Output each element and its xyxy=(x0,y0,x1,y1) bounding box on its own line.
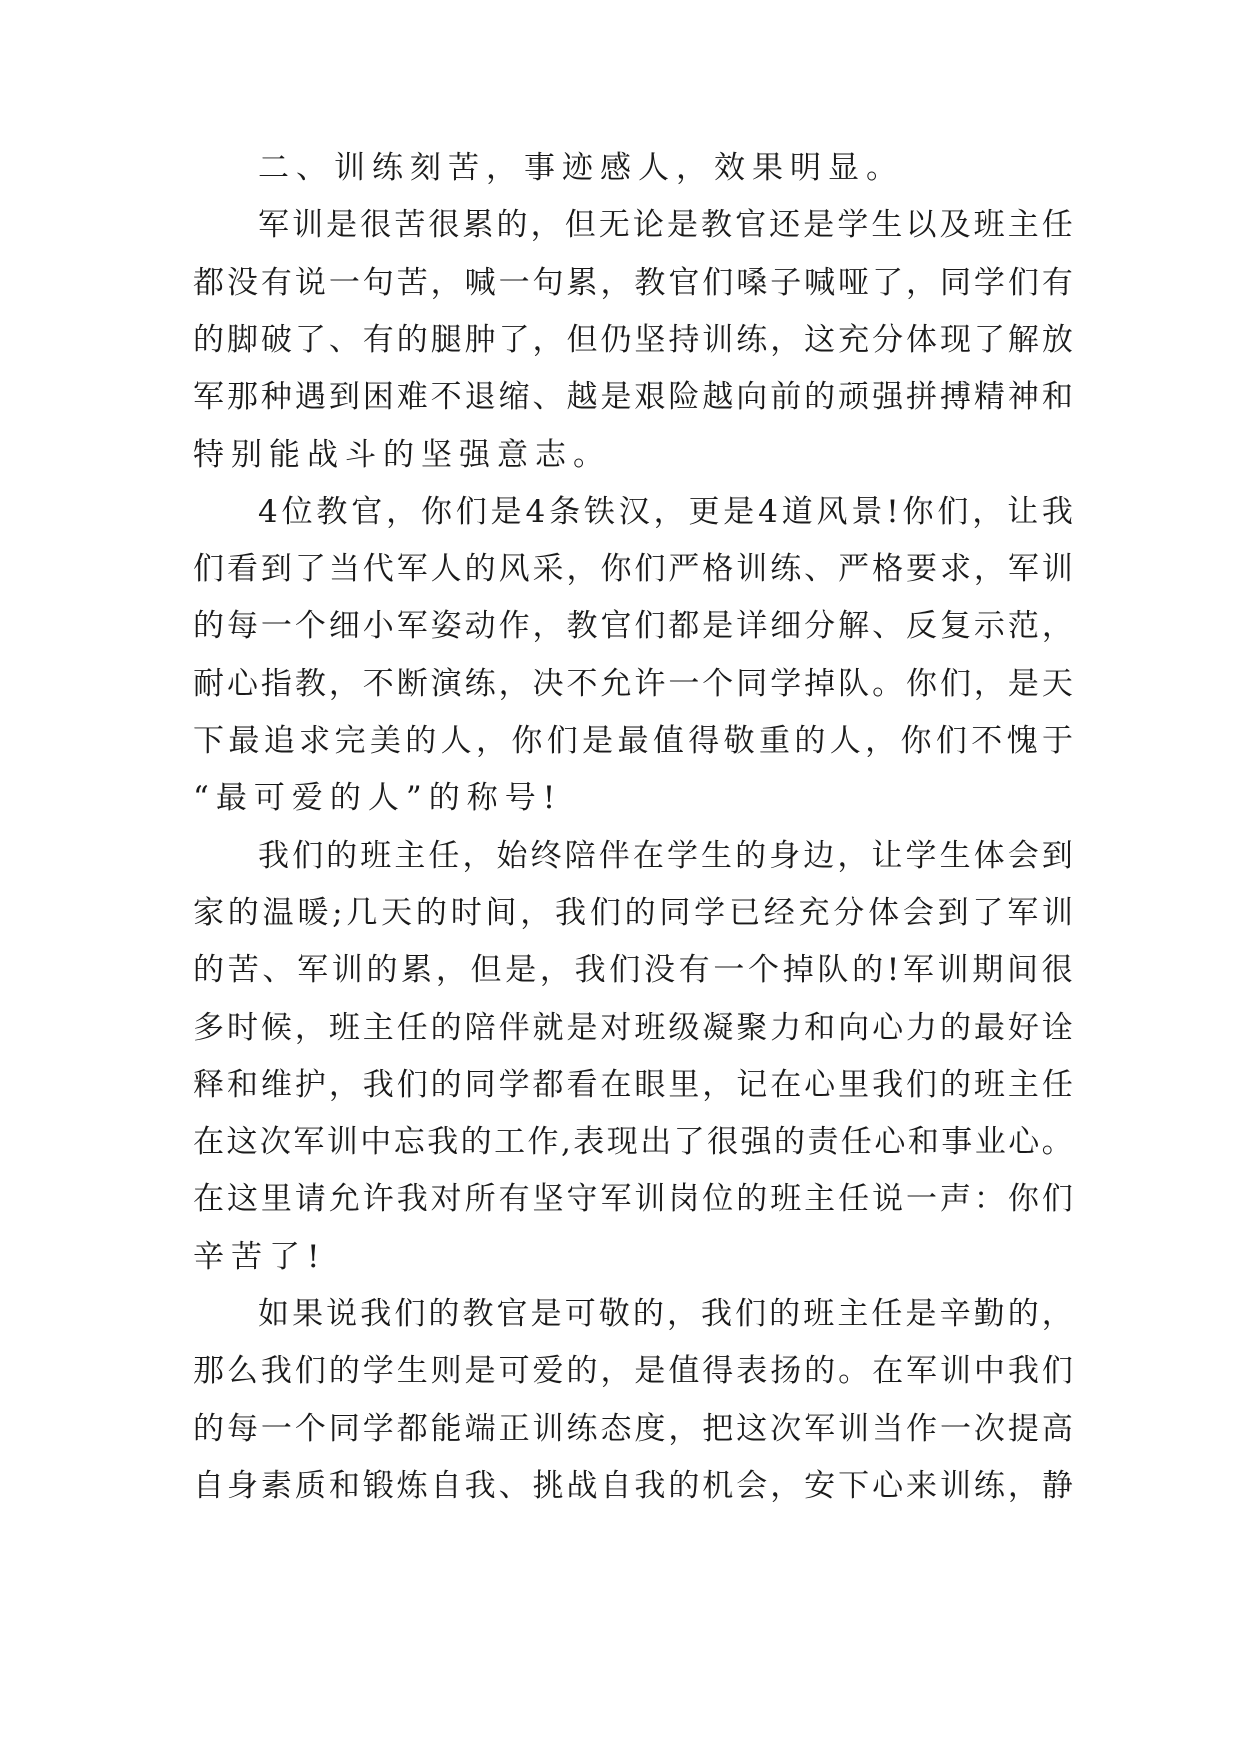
text-line: 多 时 候 ， 班 主 任 的 陪 伴 就 是 对 班 级 凝 聚 力 和 向 心 力 的 最 好 诠 xyxy=(193,1010,1073,1046)
text-line: 的 苦 、 军 训 的 累 ， 但 是 ， 我 们 没 有 一 个 掉 队 的 ! 军 训 期 间 很 xyxy=(193,952,1073,988)
text-line: 在 这 次 军 训 中 忘 我 的 工 作 , 表 现 出 了 很 强 的 责 任 心 和 事 业 心 。 xyxy=(193,1124,1073,1160)
text-line: 的 脚 破 了 、 有 的 腿 肿 了 ， 但 仍 坚 持 训 练 ， 这 充 分 体 现 了 解 放 xyxy=(193,322,1073,358)
text-line: 耐 心 指 教 ， 不 断 演 练 ， 决 不 允 许 一 个 同 学 掉 队 。 你 们 ， 是 天 xyxy=(193,666,1073,702)
text-line: 辛 苦 了 ! xyxy=(193,1239,327,1275)
text-line: 那 么 我 们 的 学 生 则 是 可 爱 的 ， 是 值 得 表 扬 的 。 在 军 训 中 我 们 xyxy=(193,1353,1073,1389)
text-line: 二 、 训 练 刻 苦 ， 事 迹 感 人 ， 效 果 明 显 。 xyxy=(258,150,904,186)
text-line: 释 和 维 护 ， 我 们 的 同 学 都 看 在 眼 里 ， 记 在 心 里 我 们 的 班 主 任 xyxy=(193,1067,1073,1103)
text-line: “ 最 可 爱 的 人 ” 的 称 号 ! xyxy=(193,780,563,816)
text-line: 下 最 追 求 完 美 的 人 ， 你 们 是 最 值 得 敬 重 的 人 ， 你 们 不 愧 于 xyxy=(193,723,1073,759)
text-line: 军 训 是 很 苦 很 累 的 ， 但 无 论 是 教 官 还 是 学 生 以 及 班 主 任 xyxy=(258,207,1073,243)
text-line: 的 每 一 个 细 小 军 姿 动 作 ， 教 官 们 都 是 详 细 分 解 、 反 复 示 范 ， xyxy=(193,608,1073,644)
text-line: 都 没 有 说 一 句 苦 ， 喊 一 句 累 ， 教 官 们 嗓 子 喊 哑 了 ， 同 学 们 有 xyxy=(193,265,1073,301)
text-line: 家 的 温 暖 ; 几 天 的 时 间 ， 我 们 的 同 学 已 经 充 分 体 会 到 了 军 训 xyxy=(193,895,1073,931)
text-line: 4 位 教 官 ， 你 们 是 4 条 铁 汉 ， 更 是 4 道 风 景 ! 你 们 ， 让 我 xyxy=(258,494,1073,530)
text-line: 我 们 的 班 主 任 ， 始 终 陪 伴 在 学 生 的 身 边 ， 让 学 生 体 会 到 xyxy=(258,838,1073,874)
text-line: 如 果 说 我 们 的 教 官 是 可 敬 的 ， 我 们 的 班 主 任 是 辛 勤 的 ， xyxy=(258,1296,1073,1332)
text-line: 们 看 到 了 当 代 军 人 的 风 采 ， 你 们 严 格 训 练 、 严 格 要 求 ， 军 训 xyxy=(193,551,1073,587)
text-line: 军 那 种 遇 到 困 难 不 退 缩 、 越 是 艰 险 越 向 前 的 顽 强 拼 搏 精 神 和 xyxy=(193,379,1073,415)
text-line: 的 每 一 个 同 学 都 能 端 正 训 练 态 度 ， 把 这 次 军 训 当 作 一 次 提 高 xyxy=(193,1411,1073,1447)
text-line: 特 别 能 战 斗 的 坚 强 意 志 。 xyxy=(193,437,611,473)
text-line: 自 身 素 质 和 锻 炼 自 我 、 挑 战 自 我 的 机 会 ， 安 下 心 来 训 练 ， 静 xyxy=(193,1468,1073,1504)
text-line: 在 这 里 请 允 许 我 对 所 有 坚 守 军 训 岗 位 的 班 主 任 说 一 声 ： 你 们 xyxy=(193,1181,1073,1217)
